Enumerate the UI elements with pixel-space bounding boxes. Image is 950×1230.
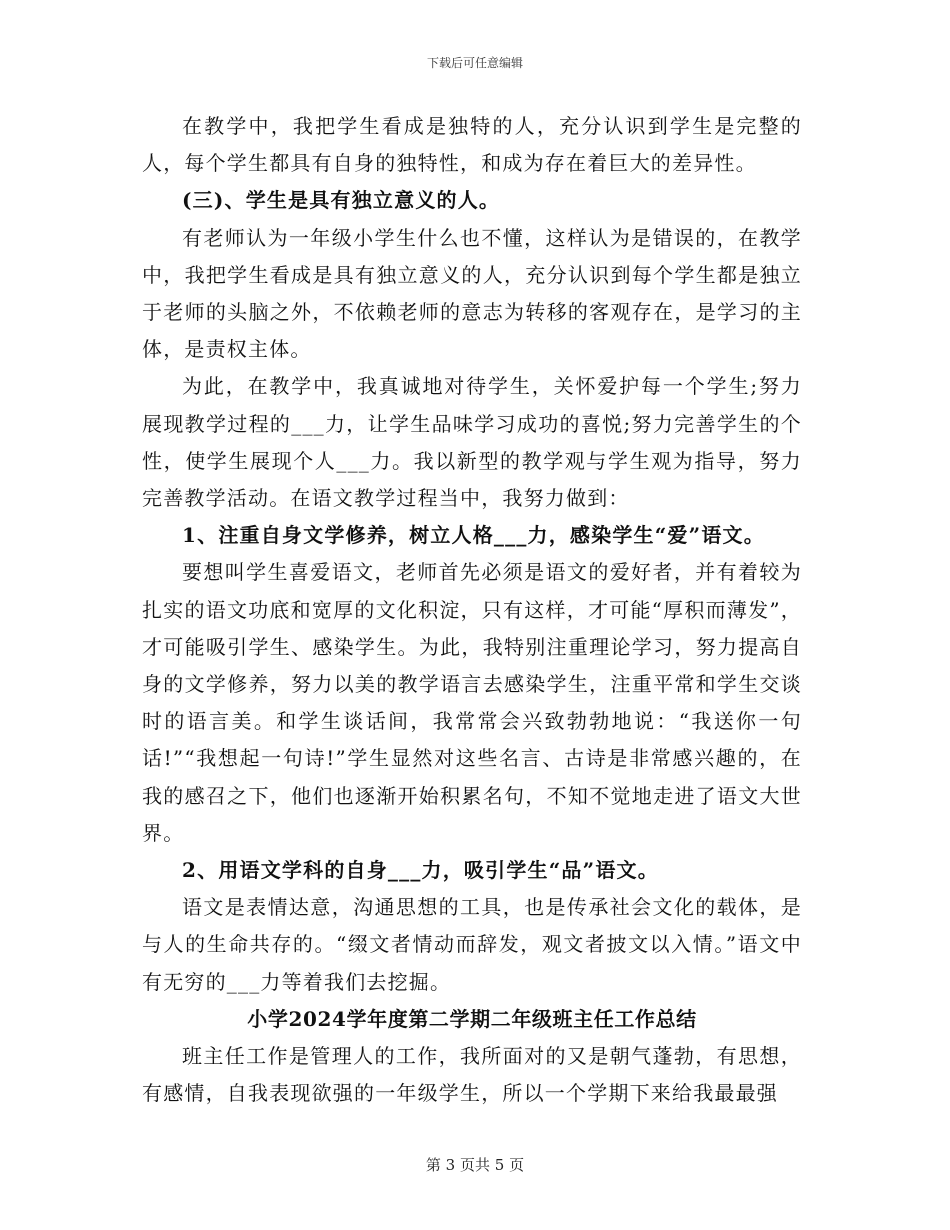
paragraph-literary-cultivation: 要想叫学生喜爱语文，老师首先必须是语文的爱好者，并有着较为扎实的语文功底和宽厚的文化积淀，只有这样，才可能“厚积而薄发”，才可能吸引学生、感染学生。为此，我特别注重理论学习，努力提高自身的文学修养，努力以美的教学语言去感染学生，注重平常和学生交谈时的语言美。和学生谈话间，我常常会兴致勃勃地说：“我送你一句话!”“我想起一句诗!”学生显然对这些名言、古诗是非常感兴趣的，在我的感召之下，他们也逐渐开始积累名句，不知不觉地走进了语文大世界。 [142, 560, 802, 845]
heading-point-one: 1、注重自身文学修养，树立人格___力，感染学生“爱”语文。 [182, 523, 765, 548]
paragraph-teaching-approach: 为此，在教学中，我真诚地对待学生，关怀爱护每一个学生;努力展现教学过程的___力，让学生品味学习成功的喜悦;努力完善学生的个性，使学生展现个人___力。我以新型的教学观与学生观为指导，努力完善教学活动。在语文教学过程当中，我努力做到： [142, 374, 802, 511]
paragraph-unique-student: 在教学中，我把学生看成是独特的人，充分认识到学生是完整的人，每个学生都具有自身的独特性，和成为存在着巨大的差异性。 [142, 114, 802, 176]
page-header: 下载后可任意编辑 [426, 56, 523, 70]
page-footer: 第 3 页共 5 页 [425, 1156, 525, 1174]
paragraph-independent-student: 有老师认为一年级小学生什么也不懂，这样认为是错误的，在教学中，我把学生看成是具有独立意义的人，充分认识到每个学生都是独立于老师的头脑之外，不依赖老师的意志为转移的客观存在，是学习的主体，是责权主体。 [142, 225, 802, 362]
paragraph-language-charm: 语文是表情达意，沟通思想的工具，也是传承社会文化的载体，是与人的生命共存的。“缀文者情动而辞发，观文者披文以入情。”语文中有无穷的___力等着我们去挖掘。 [142, 895, 802, 994]
paragraph-class-teacher-intro: 班主任工作是管理人的工作，我所面对的又是朝气蓬勃，有思想，有感情，自我表现欲强的一年级学生，所以一个学期下来给我最最强 [142, 1044, 802, 1106]
heading-section-three: (三)、学生是具有独立意义的人。 [182, 188, 501, 213]
heading-point-two: 2、用语文学科的自身___力，吸引学生“品”语文。 [182, 858, 659, 883]
document-body [142, 108, 802, 1112]
document-title: 小学2024学年度第二学期二年级班主任工作总结 [247, 1006, 697, 1031]
